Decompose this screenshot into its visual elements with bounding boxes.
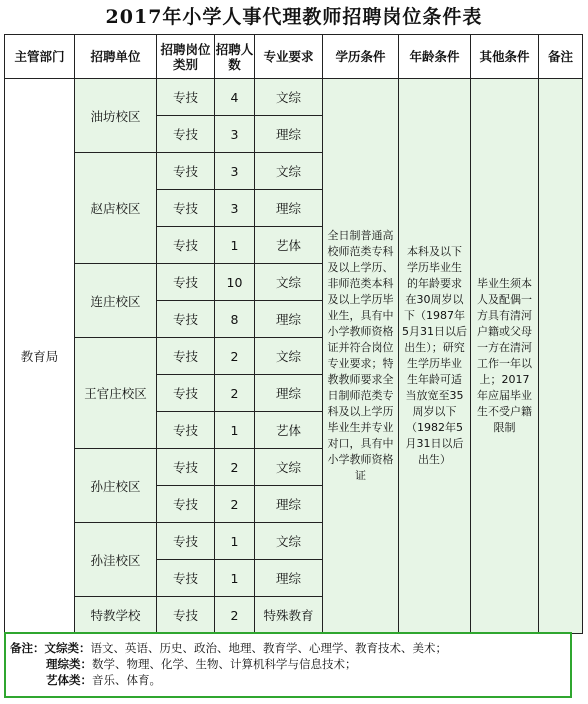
unit-cell: 王官庄校区 bbox=[75, 338, 157, 449]
page-title: 2017年小学人事代理教师招聘岗位条件表 bbox=[105, 6, 483, 28]
count-cell: 2 bbox=[215, 486, 255, 523]
major-cell: 特殊教育 bbox=[255, 597, 323, 634]
note-head-lizong: 理综类： bbox=[46, 657, 92, 671]
category-cell: 专技 bbox=[157, 116, 215, 153]
major-cell: 理综 bbox=[255, 116, 323, 153]
count-cell: 2 bbox=[215, 597, 255, 634]
header-category: 招聘岗位类别 bbox=[157, 35, 215, 79]
count-cell: 3 bbox=[215, 153, 255, 190]
note-line-yiti bbox=[10, 672, 570, 688]
education-cell: 全日制普通高校师范类专科及以上学历、非师范类本科及以上学历毕业生，具有中小学教师资格证并符合岗位专业要求；特教教师要求全日制师范类专科及以上学历毕业生并专业对口，具有中小学教师资格证 bbox=[323, 79, 399, 634]
count-cell: 2 bbox=[215, 449, 255, 486]
count-cell: 3 bbox=[215, 116, 255, 153]
count-cell: 1 bbox=[215, 560, 255, 597]
category-cell: 专技 bbox=[157, 560, 215, 597]
header-unit: 招聘单位 bbox=[75, 35, 157, 79]
note-head-yiti: 艺体类： bbox=[46, 673, 92, 687]
major-cell: 艺体 bbox=[255, 227, 323, 264]
dept-cell: 教育局 bbox=[5, 79, 75, 634]
other-cell: 毕业生须本人及配偶一方具有清河户籍或父母一方在清河工作一年以上；2017年应届毕业生不受户籍限制 bbox=[471, 79, 539, 634]
category-cell: 专技 bbox=[157, 264, 215, 301]
category-cell: 专技 bbox=[157, 79, 215, 116]
unit-cell: 油坊校区 bbox=[75, 79, 157, 153]
recruitment-table bbox=[4, 34, 583, 634]
note-cell bbox=[539, 79, 583, 634]
unit-cell: 连庄校区 bbox=[75, 264, 157, 338]
count-cell: 8 bbox=[215, 301, 255, 338]
note-text-yiti: 音乐、体育。 bbox=[92, 673, 161, 687]
note-line-lizong bbox=[10, 656, 570, 672]
header-count: 招聘人数 bbox=[215, 35, 255, 79]
category-cell: 专技 bbox=[157, 301, 215, 338]
header-age: 年龄条件 bbox=[399, 35, 471, 79]
major-cell: 文综 bbox=[255, 338, 323, 375]
unit-cell: 孙庄校区 bbox=[75, 449, 157, 523]
category-cell: 专技 bbox=[157, 449, 215, 486]
count-cell: 4 bbox=[215, 79, 255, 116]
major-cell: 理综 bbox=[255, 560, 323, 597]
count-cell: 2 bbox=[215, 338, 255, 375]
major-cell: 文综 bbox=[255, 79, 323, 116]
count-cell: 3 bbox=[215, 190, 255, 227]
unit-cell: 特教学校 bbox=[75, 597, 157, 634]
count-cell: 10 bbox=[215, 264, 255, 301]
header-education: 学历条件 bbox=[323, 35, 399, 79]
count-cell: 1 bbox=[215, 523, 255, 560]
category-cell: 专技 bbox=[157, 227, 215, 264]
major-cell: 理综 bbox=[255, 301, 323, 338]
count-cell: 1 bbox=[215, 227, 255, 264]
category-cell: 专技 bbox=[157, 153, 215, 190]
category-cell: 专技 bbox=[157, 190, 215, 227]
notes-box bbox=[4, 632, 572, 698]
table-header-row bbox=[5, 35, 583, 79]
category-cell: 专技 bbox=[157, 523, 215, 560]
category-cell: 专技 bbox=[157, 597, 215, 634]
major-cell: 文综 bbox=[255, 264, 323, 301]
header-note: 备注 bbox=[539, 35, 583, 79]
unit-cell: 赵店校区 bbox=[75, 153, 157, 264]
header-other: 其他条件 bbox=[471, 35, 539, 79]
category-cell: 专技 bbox=[157, 412, 215, 449]
note-head-wenzong: 文综类： bbox=[44, 641, 91, 655]
count-cell: 1 bbox=[215, 412, 255, 449]
header-dept: 主管部门 bbox=[5, 35, 75, 79]
major-cell: 理综 bbox=[255, 190, 323, 227]
note-line-wenzong bbox=[10, 640, 570, 656]
category-cell: 专技 bbox=[157, 375, 215, 412]
note-text-wenzong: 语文、英语、历史、政治、地理、教育学、心理学、教育技术、美术； bbox=[90, 641, 447, 655]
note-text-lizong: 数学、物理、化学、生物、计算机科学与信息技术； bbox=[92, 657, 357, 671]
major-cell: 理综 bbox=[255, 486, 323, 523]
count-cell: 2 bbox=[215, 375, 255, 412]
table-row bbox=[5, 79, 583, 116]
unit-cell: 孙洼校区 bbox=[75, 523, 157, 597]
major-cell: 文综 bbox=[255, 449, 323, 486]
notes-label: 备注： bbox=[10, 641, 45, 655]
major-cell: 文综 bbox=[255, 153, 323, 190]
category-cell: 专技 bbox=[157, 486, 215, 523]
header-major: 专业要求 bbox=[255, 35, 323, 79]
category-cell: 专技 bbox=[157, 338, 215, 375]
major-cell: 理综 bbox=[255, 375, 323, 412]
major-cell: 文综 bbox=[255, 523, 323, 560]
age-cell: 本科及以下学历毕业生的年龄要求在30周岁以下（1987年5月31日以后出生）；研究生学历毕业生年龄可适当放宽至35周岁以下（1982年5月31日以后出生） bbox=[399, 79, 471, 634]
major-cell: 艺体 bbox=[255, 412, 323, 449]
